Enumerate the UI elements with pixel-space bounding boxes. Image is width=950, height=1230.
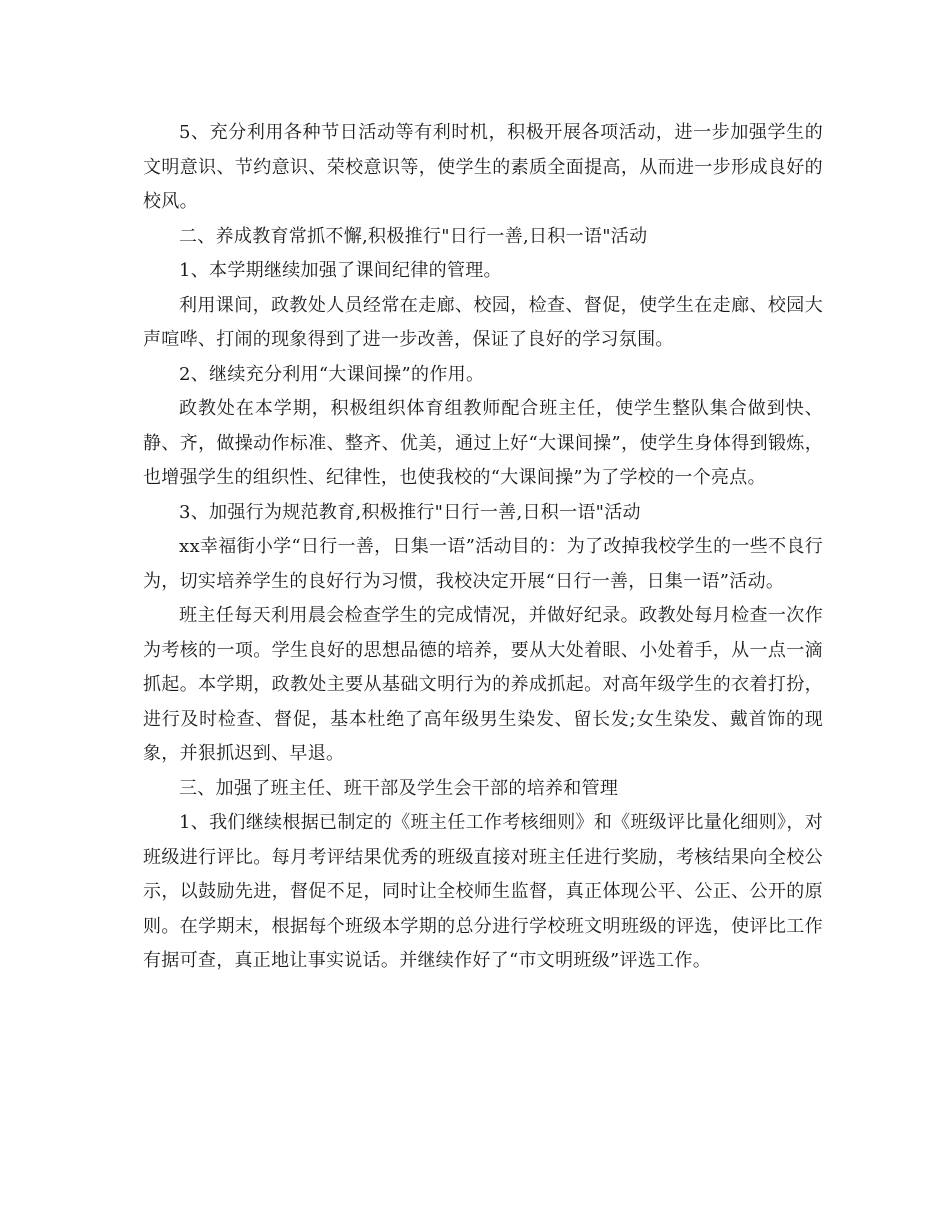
paragraph-recess-inspection: 利用课间，政教处人员经常在走廊、校园，检查、督促，使学生在走廊、校园大声喧哗、打闹的现象得到了进一步改善，保证了良好的学习氛围。 (143, 294, 823, 350)
paragraph-activity-purpose: xx幸福街小学“日行一善，日集一语”活动目的：为了改掉我校学生的一些不良行为，切实培养学生的良好行为习惯，我校决定开展“日行一善，日集一语”活动。 (143, 536, 823, 592)
paragraph-big-recess-exercise: 2、继续充分利用“大课间操”的作用。 (179, 363, 485, 385)
paragraph-class-evaluation: 1、我们继续根据已制定的《班主任工作考核细则》和《班级评比量化细则》，对班级进行评比。每月考评结果优秀的班级直接对班主任进行奖励，考核结果向全校公示，以鼓励先进，督促不足，同时让全校师生监督，真正体现公平、公正、公开的原则。在学期末，根据每个班级本学期的总分进行学校班文明班级的评选，使评比工作有据可查，真正地让事实说话。并继续作好了“市文明班级”评选工作。 (143, 812, 823, 971)
paragraph-recess-discipline: 1、本学期继续加强了课间纪律的管理。 (179, 260, 502, 281)
section-heading-class-management: 三、加强了班主任、班干部及学生会干部的培养和管理 (179, 777, 619, 799)
section-heading-habit-education: 二、养成教育常抓不懈,积极推行"日行一善,日积一语"活动 (179, 225, 648, 247)
paragraph-festival-activities: 5、充分利用各种节日活动等有利时机，积极开展各项活动，进一步加强学生的文明意识、节约意识、荣校意识等，使学生的素质全面提高，从而进一步形成良好的校风。 (143, 122, 823, 212)
paragraph-morning-check: 班主任每天利用晨会检查学生的完成情况，并做好纪录。政教处每月检查一次作为考核的一项。学生良好的思想品德的培养，要从大处着眼、小处着手，从一点一滴抓起。本学期，政教处主要从基础文明行为的养成抓起。对高年级学生的衣着打扮，进行及时检查、督促，基本杜绝了高年级男生染发、留长发;女生染发、戴首饰的现象，并狠抓迟到、早退。 (143, 605, 823, 764)
paragraph-exercise-organization: 政教处在本学期，积极组织体育组教师配合班主任，使学生整队集合做到快、静、齐，做操动作标准、整齐、优美，通过上好“大课间操”，使学生身体得到锻炼，也增强学生的组织性、纪律性，也使我校的“大课间操”为了学校的一个亮点。 (143, 398, 823, 488)
document-body (143, 116, 823, 979)
paragraph-behavior-norms: 3、加强行为规范教育,积极推行"日行一善,日积一语"活动 (179, 501, 641, 523)
